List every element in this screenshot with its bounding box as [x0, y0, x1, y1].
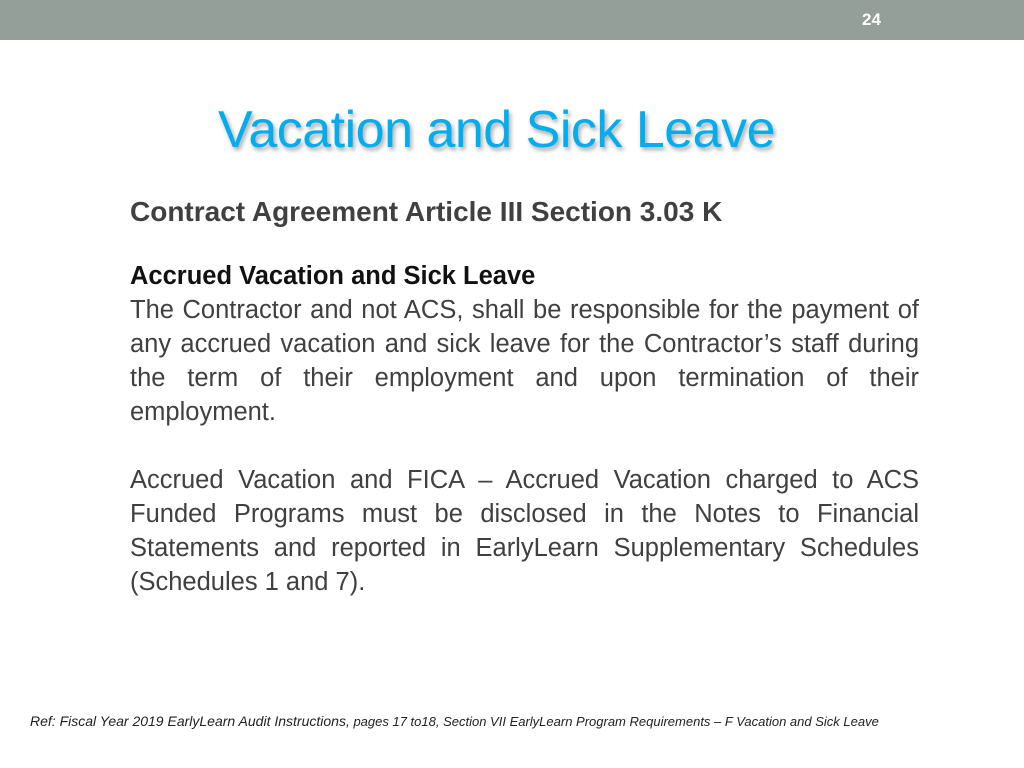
paragraph-2: Accrued Vacation and FICA – Accrued Vacation charged to ACS Funded Programs must be disclosed in the Notes to Financial Statements and reported in EarlyLearn Supplementary Schedules (Schedules 1 and 7). [130, 466, 919, 596]
slide-subtitle: Contract Agreement Article III Section 3.03 K [130, 196, 723, 227]
footer-detail: pages 17 to18, Section VII EarlyLearn Program Requirements – F Vacation and Sick Leave [349, 714, 879, 729]
footer-ref: Ref: Fiscal Year 2019 EarlyLearn Audit Instructions, [30, 713, 350, 729]
slide-title: Vacation and Sick Leave [218, 101, 776, 159]
page-number: 24 [862, 10, 881, 29]
section-heading: Accrued Vacation and Sick Leave [130, 262, 536, 290]
slide-body [130, 259, 919, 599]
header-bar [0, 0, 1024, 40]
paragraph-1: The Contractor and not ACS, shall be responsible for the payment of any accrued vacation and sick leave for the Contractor’s staff during the term of their employment and upon termination of their employment. [130, 296, 919, 426]
footer-reference [30, 713, 879, 731]
